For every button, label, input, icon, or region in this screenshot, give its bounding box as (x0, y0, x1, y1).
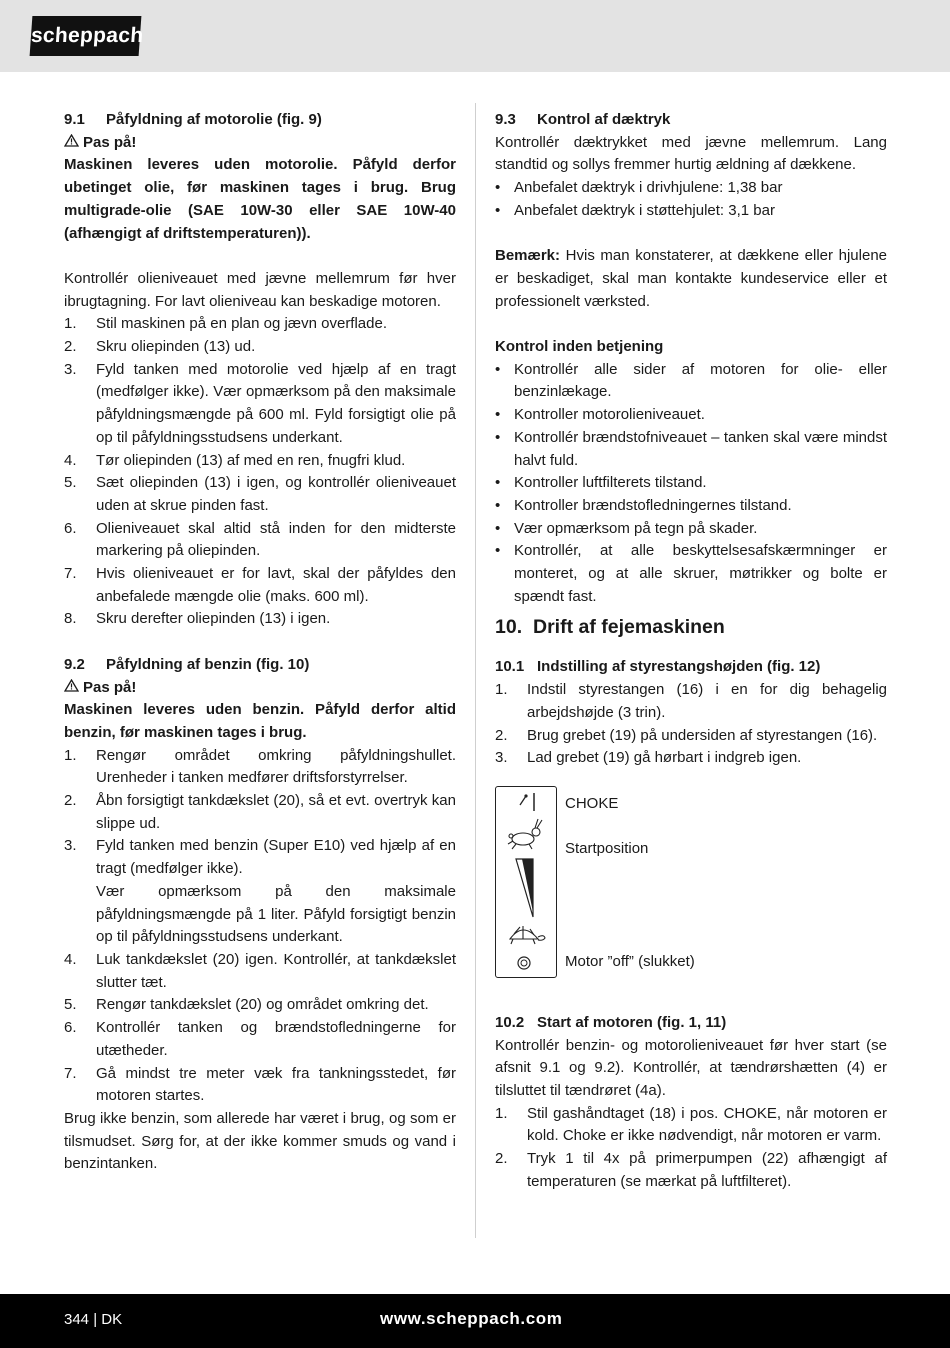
list-item: • Kontrollér, at alle beskyttelsesafskærmninger er monteret, og at alle skruer, møtrikker og bolte er spændt fast. (495, 542, 887, 605)
section-heading-control: Kontrol inden betjening (495, 338, 664, 355)
start-position-label: Startposition (565, 839, 649, 857)
scheppach-logo: scheppach (30, 16, 142, 56)
tyre-text: Kontrollér dæktrykket med jævne mellemrum. Lang standtid og sollys fremmer hurtig ældning af dækkene. (495, 133, 887, 174)
list-item: 1. Indstil styrestangen (16) i en for dig behagelig arbejdshøjde (3 trin). (495, 681, 887, 721)
oil-intro-text: Kontrollér olieniveauet med jævne mellemrum før hver ibrugtagning. For lavt olieniveau kan beskadige motoren. (64, 269, 456, 310)
list-item: • Vær opmærksom på tegn på skader. (495, 519, 758, 537)
petrol-outro-text: Brug ikke benzin, som allerede har været i brug, og som er tilsmudset. Sørg for, at der ikke kommer smuds og vand i benzintanken. (64, 1109, 456, 1173)
throttle-figure (495, 786, 887, 998)
list-item: 6. Olieniveauet skal altid stå inden for den midterste markering på oliepinden. (64, 519, 456, 560)
page-header (0, 0, 950, 72)
list-item: 5. Sæt oliepinden (13) i igen, og kontrollér olieniveauet uden at skrue pinden fast. (64, 474, 456, 514)
section-heading-9-1: 9.1 Påfyldning af motorolie (fig. 9) (64, 111, 322, 128)
list-item: 4. Tør oliepinden (13) af med en ren, fnugfri klud. (64, 451, 406, 469)
note-paragraph: Bemærk: Hvis man konstaterer, at dækkene eller hjulene er beskadiget, skal man kontakte kundeservice eller et professionelt værksted. (495, 247, 887, 310)
website-url: www.scheppach.com (380, 1309, 563, 1328)
chapter-heading-10: 10. Drift af fejemaskinen (495, 616, 725, 639)
list-item: • Anbefalet dæktryk i støttehjulet: 3,1 bar (495, 201, 775, 219)
list-item: • Kontroller luftfilterets tilstand. (495, 474, 707, 492)
tyre-bullets (495, 177, 887, 222)
section-heading-9-3: 9.3 Kontrol af dæktryk (495, 111, 671, 128)
turtle-icon (510, 926, 545, 944)
oil-steps-list (64, 313, 456, 631)
page-number: 344 | DK (64, 1311, 123, 1328)
rabbit-icon (508, 819, 542, 849)
page-footer (0, 1294, 950, 1348)
list-item: 2. Skru oliepinden (13) ud. (64, 338, 256, 356)
warning-heading: Pas på! (64, 677, 456, 700)
right-column (495, 109, 887, 1194)
list-item: 1. Stil maskinen på en plan og jævn overflade. (64, 315, 388, 333)
list-item: 3. Lad grebet (19) gå hørbart i indgreb igen. (495, 749, 802, 767)
list-item: • Kontrollér alle sider af motoren for olie- eller benzinlækage. (495, 360, 887, 401)
section-heading-9-2: 9.2 Påfyldning af benzin (fig. 10) (64, 655, 310, 673)
list-item: 3. Fyld tanken med benzin (Super E10) ved hjælp af en tragt (medfølger ikke). Vær opmærksom på den maksimale påfyldningsmængde på 1 liter. Påfyld forsigtigt benzin op til påfyldningsstudsens underkant. (64, 837, 456, 946)
warning-text: Maskinen leveres uden motorolie. Påfyld derfor ubetinget olie, før maskinen tages i brug. Brug multigrade-olie (SAE 10W-30 eller SAE 10W-40 (afhængigt af driftstemperaturen)). (64, 156, 456, 242)
list-item: 8. Skru derefter oliepinden (13) i igen. (64, 610, 331, 628)
list-item: • Anbefalet dæktryk i drivhjulene: 1,38 bar (495, 179, 783, 197)
speed-wedge-icon (516, 859, 533, 917)
column-divider (475, 103, 476, 1238)
list-item: 4. Luk tankdækslet (20) igen. Kontrollér, at tankdækslet slutter tæt. (64, 950, 456, 991)
list-item: 7. Gå mindst tre meter væk fra tankningsstedet, før motoren startes. (64, 1064, 456, 1105)
section-heading-10-1: 10.1 Indstilling af styrestangshøjden (fig. 12) (495, 658, 821, 676)
petrol-steps-list (64, 745, 456, 1108)
choke-label: CHOKE (565, 794, 619, 812)
left-column (64, 109, 456, 1176)
start-engine-text: Kontrollér benzin- og motorolieniveauet før hver start (se afsnit 9.1 og 9.2). Kontrollér, at tændrørshætten (4) er tilsluttet til tændrøret (4a). (495, 1036, 887, 1100)
start-steps-list (495, 1103, 887, 1194)
warning-triangle-icon (64, 132, 83, 155)
warning-heading: Pas på! (64, 132, 456, 155)
list-item: 5. Rengør tankdækslet (20) og området omkring det. (64, 996, 429, 1014)
list-item: 3. Fyld tanken med motorolie ved hjælp af en tragt (medfølger ikke). Vær opmærksom på den maksimale påfyldningsmængde på 600 ml. Fyld forsigtigt olie på op til påfyldningsstudsens underkant. (64, 360, 456, 446)
list-item: • Kontroller motorolieniveauet. (495, 406, 705, 424)
throttle-panel (495, 786, 557, 978)
list-item: 1. Rengør området omkring påfyldningshullet. Urenheder i tanken medfører driftsforstyrrelser. (64, 746, 456, 787)
list-item: • Kontroller brændstofledningernes tilstand. (495, 496, 792, 514)
list-item: • Kontrollér brændstofniveauet – tanken skal være mindst halvt fuld. (495, 428, 887, 469)
list-item: 7. Hvis olieniveauet er for lavt, skal der påfyldes den anbefalede mængde olie (maks. 600 ml). (64, 565, 456, 605)
handlebar-steps-list (495, 679, 887, 770)
list-item: 1. Stil gashåndtaget (18) i pos. CHOKE, når motoren er kold. Choke er ikke nødvendigt, når motoren er varm. (495, 1104, 887, 1145)
warning-triangle-icon (64, 677, 83, 700)
warning-text: Maskinen leveres uden benzin. Påfyld derfor altid benzin, før maskinen tages i brug. (64, 701, 456, 741)
list-item: 2. Brug grebet (19) på undersiden af styrestangen (16). (495, 726, 878, 744)
section-heading-10-2: 10.2 Start af motoren (fig. 1, 11) (495, 1013, 727, 1031)
control-bullets (495, 359, 887, 609)
list-item: 6. Kontrollér tanken og brændstofledningerne for utætheder. (64, 1019, 456, 1059)
motor-off-label: Motor ”off” (slukket) (565, 952, 695, 970)
choke-icon (520, 793, 534, 811)
off-circle-icon (518, 957, 530, 969)
list-item: 2. Åbn forsigtigt tankdækslet (20), så et evt. overtryk kan slippe ud. (64, 792, 456, 832)
list-item: 2. Tryk 1 til 4x på primerpumpen (22) afhængigt af temperaturen (se mærkat på luftfilteret). (495, 1150, 887, 1190)
